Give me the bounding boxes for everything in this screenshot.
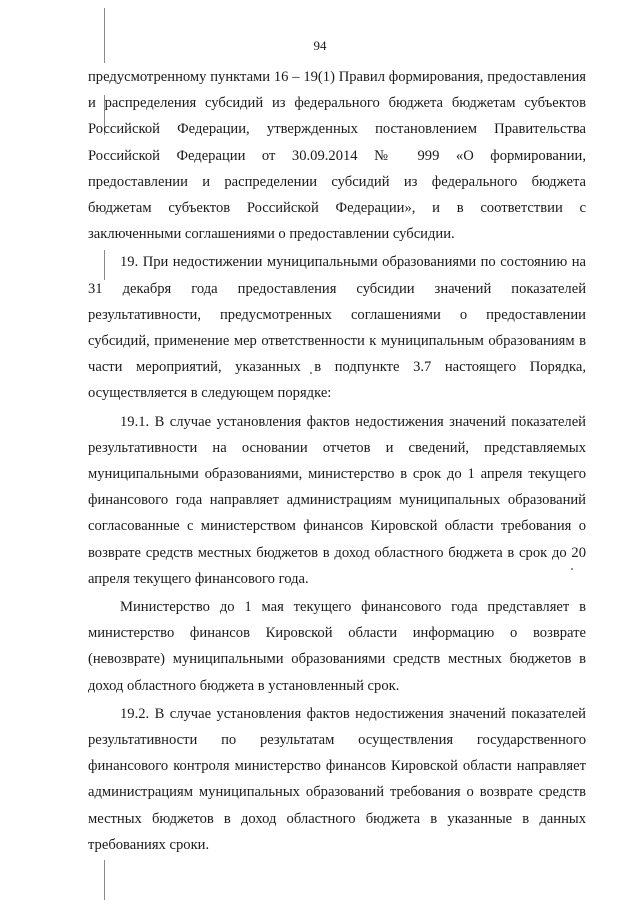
paragraph-ministry-report: Министерство до 1 мая текущего финансового года представляет в министерство финансов Кировской области информацию о возврате (невозврате) муниципальными образованиями средств местных бюджетов в доход областного бюджета в установленный срок. [88, 599, 586, 694]
paragraph-continuation: предусмотренному пунктами 16 – 19(1) Правил формирования, предоставления и распределения субсидий из федерального бюджета бюджетам субъектов Российской Федерации, утвержденных постановлением Правительства Российской Федерации от 30.09.2014 № 999 «О формировании, предоставлении и распределении субсидий из федерального бюджета бюджетам субъектов Российской Федерации», и в соответствии с заключенными соглашениями о предоставлении субсидии. [88, 69, 586, 243]
page-number: 94 [313, 38, 327, 53]
paragraph-item-19: 19. При недостижении муниципальными образованиями по состоянию на 31 декабря года предоставления субсидии значений показателей результативности, предусмотренных соглашениями о предоставлении субсидий, применение мер ответственности к муниципальным образованиям в части мероприятий, указанных в подпункте 3.7 настоящего Порядка, осуществляется в следующем порядке: [88, 254, 586, 402]
scan-margin-line [104, 8, 105, 63]
paragraph-item-19-2: 19.2. В случае установления фактов недостижения значений показателей результативности по результатам осуществления государственного финансового контроля министерство финансов Кировской области направляет администрациям муниципальных образований требования о возврате средств местных бюджетов в доход областного бюджета в указанные в данных требованиях сроки. [88, 705, 586, 853]
paragraph-item-19-1: 19.1. В случае установления фактов недостижения значений показателей результативности на основании отчетов и сведений, представляемых муниципальными образованиями, министерство в срок до 1 апреля текущего финансового года направляет администрациям муниципальных образований согласованные с министерством финансов Кировской области требования о возврате средств местных бюджетов в доход областного бюджета в срок до 20 апреля текущего финансового года. [88, 413, 586, 587]
scan-margin-line [104, 860, 105, 900]
document-body [88, 64, 586, 858]
